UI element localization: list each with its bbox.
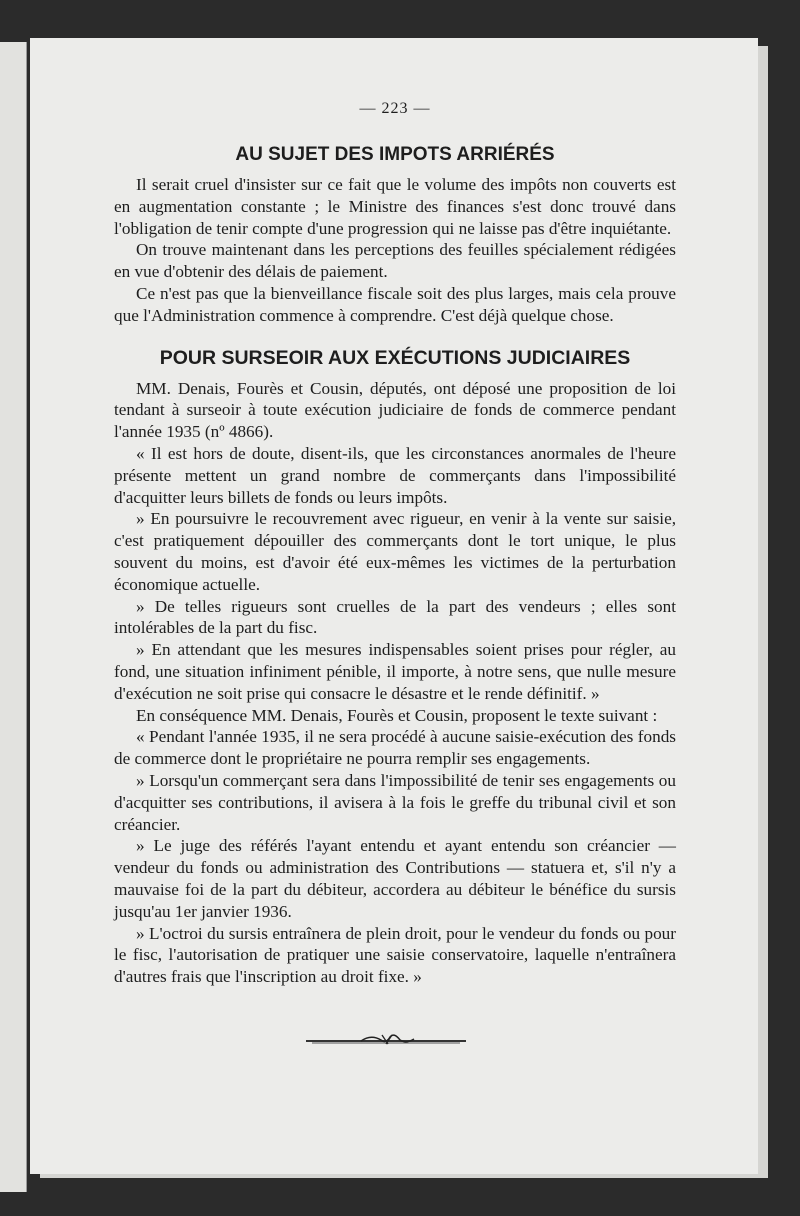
ornament-divider (306, 1032, 466, 1046)
section-title-impots: AU SUJET DES IMPOTS ARRIÉRÉS (235, 144, 555, 165)
paragraph: Ce n'est pas que la bienveillance fiscale soit des plus larges, mais cela prouve que l'Administration commence à comprendre. C'est déjà quelque chose. (114, 283, 676, 325)
paragraph: » Le juge des référés l'ayant entendu et ayant entendu son créancier — vendeur du fonds ou administration des Contributions — statuera et, s'il n'y a mauvaise foi de la part du débiteur, accordera au débiteur le bénéfice du sursis jusqu'au 1er janvier 1936. (114, 836, 676, 921)
paragraph: » De telles rigueurs sont cruelles de la part des vendeurs ; elles sont intolérables de la part du fisc. (114, 596, 676, 638)
paragraph: » En attendant que les mesures indispensables soient prises pour régler, au fond, une situation infiniment pénible, il importe, à notre sens, que nulle mesure d'exécution ne soit prise qui consacre le désastre et le rende définitif. » (114, 640, 676, 703)
paragraph: » Lorsqu'un commerçant sera dans l'impossibilité de tenir ses engagements ou d'acquitter ses contributions, il avisera à la fois le greffe du tribunal civil et son créancier. (114, 770, 676, 834)
paragraph: Il serait cruel d'insister sur ce fait que le volume des impôts non couverts est en augmentation constante ; le Ministre des finances s'est donc trouvé dans l'obligation de tenir compte d'une progression qui ne laisse pas d'être inquiétante. (114, 175, 676, 238)
paragraph: » L'octroi du sursis entraînera de plein droit, pour le vendeur du fonds ou pour le fisc, l'autorisation de pratiquer une saisie conservatoire, laquelle n'entraînera d'autres frais que l'inscription au droit fixe. » (114, 923, 676, 987)
page-number: — 223 — (359, 100, 431, 117)
paragraph: MM. Denais, Fourès et Cousin, députés, ont déposé une proposition de loi tendant à surseoir à toute exécution judiciaire de fonds de commerce pendant l'année 1935 (nº 4866). (114, 378, 676, 442)
paragraph: On trouve maintenant dans les perceptions des feuilles spécialement rédigées en vue d'obtenir des délais de paiement. (114, 240, 676, 282)
document-page (30, 38, 758, 1174)
paragraph: » En poursuivre le recouvrement avec rigueur, en venir à la vente sur saisie, c'est pratiquement dépouiller des commerçants dont le tort unique, le plus souvent du moins, est d'avoir été eux-mêmes les victimes de la perturbation économique actuelle. (114, 509, 676, 594)
paragraph: En conséquence MM. Denais, Fourès et Cousin, proposent le texte suivant : (136, 705, 658, 725)
paragraph: « Pendant l'année 1935, il ne sera procédé à aucune saisie-exécution des fonds de commerce dont le propriétaire ne pourra remplir ses engagements. (114, 727, 676, 769)
paragraph: « Il est hors de doute, disent-ils, que les circonstances anormales de l'heure présente mettent un grand nombre de commerçants dans l'impossibilité d'acquitter leurs billets de fonds ou leurs impôts. (114, 443, 676, 507)
facing-page-edge (0, 42, 27, 1192)
section-title-executions: POUR SURSEOIR AUX EXÉCUTIONS JUDICIAIRES (159, 346, 631, 369)
